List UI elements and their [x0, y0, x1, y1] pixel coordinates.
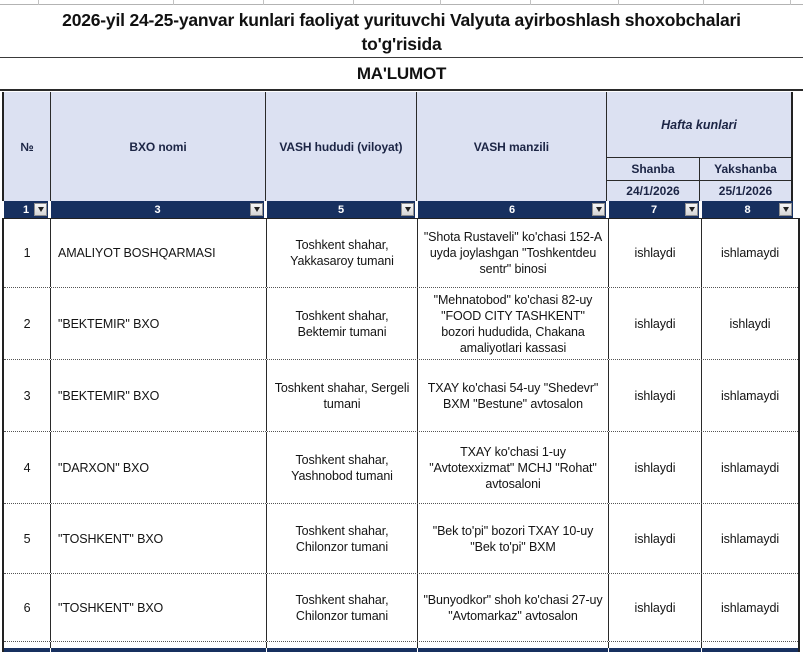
cell-yakshanba-status: ishlamaydi: [720, 460, 780, 475]
cell-vash-hududi: Toshkent shahar, Yashnobod tumani: [267, 432, 418, 503]
page-subtitle-text: MA'LUMOT: [356, 64, 447, 83]
cell-yakshanba-status: ishlaydi: [729, 316, 771, 331]
cell-yakshanba-status: ishlamaydi: [720, 246, 780, 260]
column-group-hafta-kunlari: [607, 92, 791, 201]
column-header-shanba: Shanba: [607, 158, 700, 180]
column-header-bxo-nomi: BXO nomi: [51, 92, 266, 201]
filter-cell-3[interactable]: [51, 201, 267, 218]
cell-yakshanba-status: ishlamaydi: [720, 600, 780, 615]
table-row: [4, 360, 798, 432]
cell-vash-hududi: Toshkent shahar, Bektemir tumani: [267, 288, 418, 359]
filter-cell-7[interactable]: [609, 201, 702, 218]
cell-bxo-nomi: "TOSHKENT" BXO: [51, 504, 267, 573]
cell-vash-manzili: "Bek to'pi" bozori TXAY 10-uy "Bek to'pi" BXM: [418, 504, 609, 573]
filter-dropdown-icon[interactable]: [401, 203, 414, 216]
day-name-subrow: [607, 158, 791, 181]
column-header-yakshanba: Yakshanba: [714, 162, 777, 176]
cell-no: 6: [4, 574, 51, 641]
table-body: [2, 218, 800, 652]
date-shanba: 24/1/2026: [607, 181, 700, 201]
filter-dropdown-icon[interactable]: [592, 203, 605, 216]
table-row: [4, 504, 798, 574]
filter-column-number: 7: [650, 203, 658, 216]
cell-vash-manzili: TXAY ko'chasi 54-uy "Shedevr" BXM "Bestune" avtosalon: [418, 360, 609, 431]
cell-shanba-status: ishlaydi: [609, 504, 702, 573]
data-table: [2, 92, 800, 652]
cell-vash-manzili: "Bunyodkor" shoh ko'chasi 27-uy "Avtomarkaz" avtosalon: [418, 574, 609, 641]
filter-column-number: 5: [337, 203, 345, 216]
column-header-vash-hududi: VASH hududi (viloyat): [266, 92, 417, 201]
filter-column-number: 6: [508, 203, 516, 216]
clipped-navy-row: [4, 648, 798, 652]
column-header-hafta-kunlari: Hafta kunlari: [607, 92, 791, 158]
table-header-row: [2, 92, 793, 201]
cell-bxo-nomi: "DARXON" BXO: [51, 432, 267, 503]
filter-column-number: 3: [154, 203, 161, 216]
table-row: [4, 432, 798, 504]
cell-vash-hududi: Toshkent shahar, Yakkasaroy tumani: [267, 219, 418, 287]
cell-vash-hududi: Toshkent shahar, Sergeli tumani: [267, 360, 418, 431]
filter-cell-8[interactable]: [702, 201, 793, 218]
cell-no: 5: [4, 504, 51, 573]
column-header-no: №: [4, 92, 51, 201]
cell-shanba-status: ishlaydi: [609, 288, 702, 359]
cell-bxo-nomi: AMALIYOT BOSHQARMASI: [51, 219, 267, 287]
filter-dropdown-icon[interactable]: [685, 203, 698, 216]
page-title-text: 2026-yil 24-25-yanvar kunlari faoliyat yurituvchi Valyuta ayirboshlash shoxobchalari to'g'risida: [62, 9, 741, 54]
page-title: [0, 6, 803, 58]
cell-vash-manzili: "Mehnatobod" ko'chasi 82-uy "FOOD CITY TASHKENT" bozori hududida, Chakana amaliyotlari kassasi: [418, 288, 609, 359]
cell-shanba-status: ishlaydi: [609, 574, 702, 641]
cell-shanba-status: ishlaydi: [609, 219, 702, 287]
cell-shanba-status: ishlaydi: [609, 432, 702, 503]
date-yakshanba: 25/1/2026: [718, 184, 773, 198]
column-header-vash-manzili: VASH manzili: [417, 92, 607, 201]
filter-dropdown-icon[interactable]: [779, 203, 792, 216]
filter-cell-1[interactable]: [4, 201, 51, 218]
filter-cell-6[interactable]: [418, 201, 609, 218]
filter-dropdown-icon[interactable]: [250, 203, 263, 216]
cell-bxo-nomi: "BEKTEMIR" BXO: [51, 288, 267, 359]
cell-no: 1: [4, 219, 51, 287]
table-row: [4, 219, 798, 288]
cell-no: 3: [4, 360, 51, 431]
cell-vash-hududi: Toshkent shahar, Chilonzor tumani: [267, 574, 418, 641]
cell-shanba-status: ishlaydi: [609, 360, 702, 431]
cell-bxo-nomi: "TOSHKENT" BXO: [51, 574, 267, 641]
top-gridline-strip: [0, 0, 803, 5]
cell-vash-manzili: TXAY ko'chasi 1-uy "Avtotexxizmat" MCHJ "Rohat" avtosaloni: [418, 432, 609, 503]
date-subrow: [607, 181, 791, 201]
cell-no: 4: [4, 432, 51, 503]
cell-vash-manzili: "Shota Rustaveli" ko'chasi 152-A uyda joylashgan "Toshkentdeu sentr" binosi: [418, 219, 609, 287]
filter-column-number: 1: [22, 203, 30, 216]
cell-yakshanba-status: ishlamaydi: [720, 388, 780, 403]
filter-cell-5[interactable]: [267, 201, 418, 218]
table-row: [4, 288, 798, 360]
cell-bxo-nomi: "BEKTEMIR" BXO: [51, 360, 267, 431]
page-subtitle: [0, 59, 803, 91]
cell-no: 2: [4, 288, 51, 359]
filter-column-number: 8: [744, 203, 751, 216]
table-row: [4, 574, 798, 642]
cell-vash-hududi: Toshkent shahar, Chilonzor tumani: [267, 504, 418, 573]
cell-yakshanba-status: ishlamaydi: [720, 531, 780, 546]
autofilter-row: [2, 201, 793, 218]
filter-dropdown-icon[interactable]: [34, 203, 47, 216]
